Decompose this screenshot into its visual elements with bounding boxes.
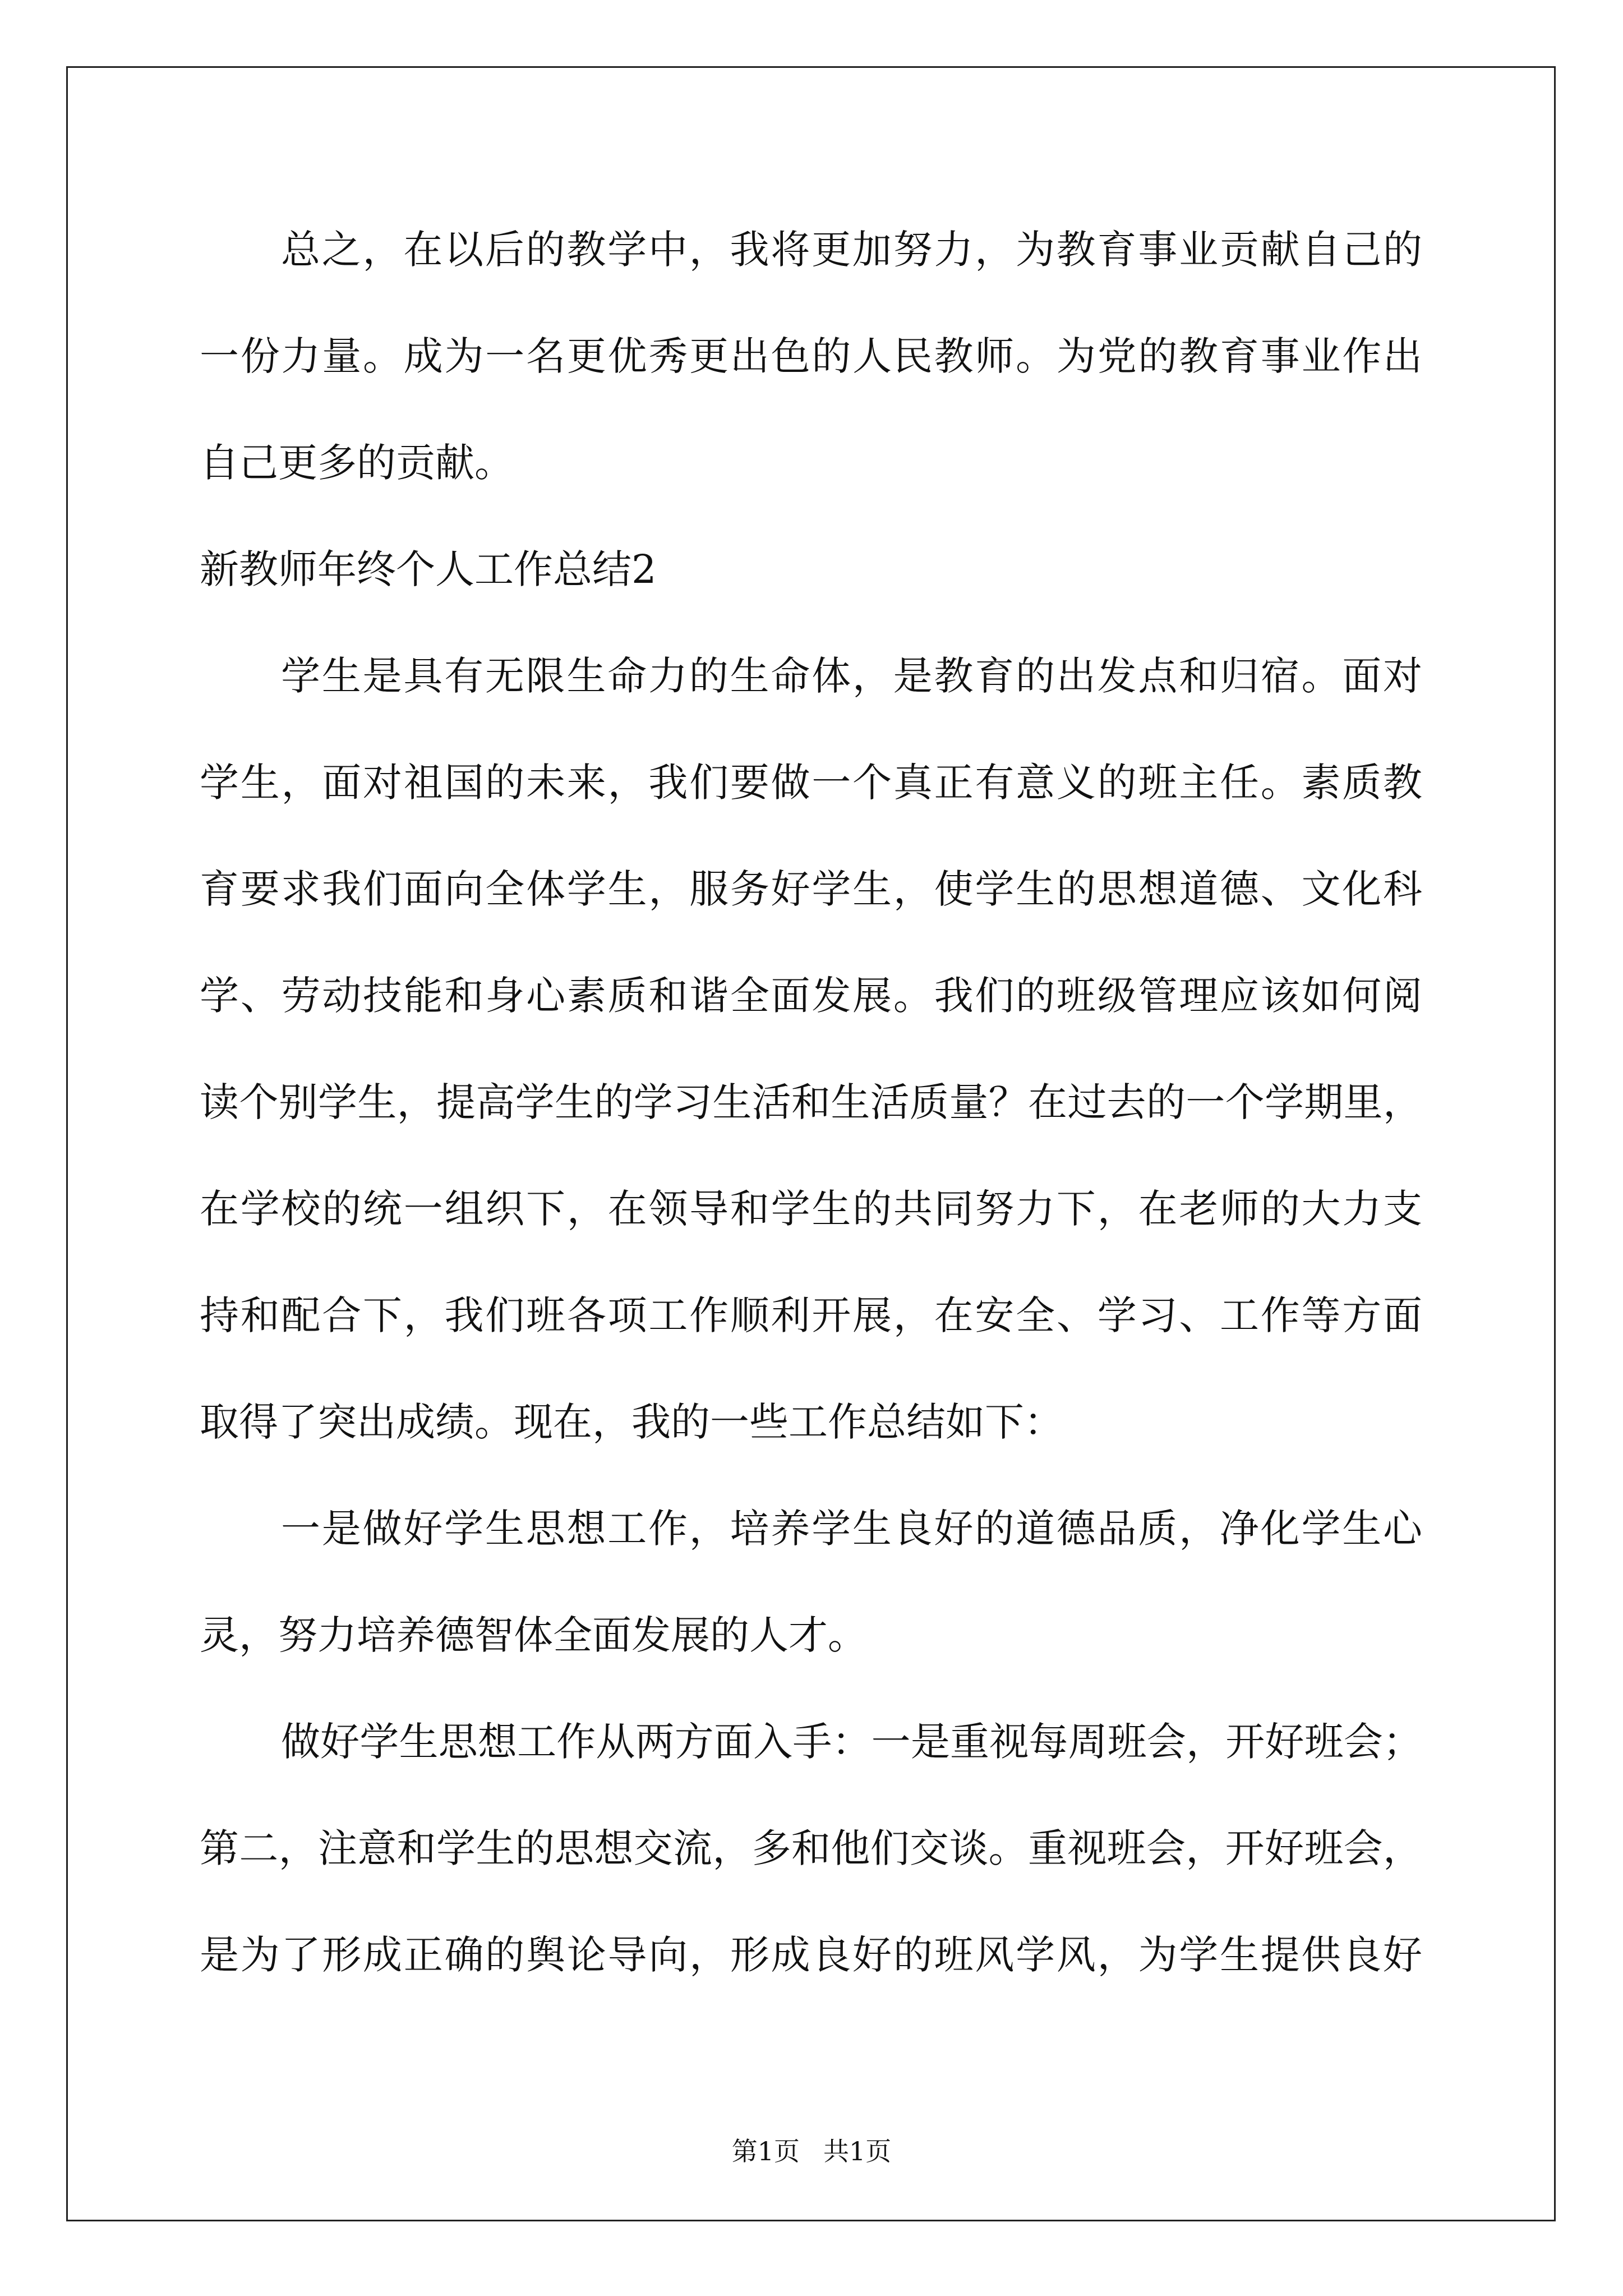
paragraph-intro-line-2: 学生，面对祖国的未来，我们要做一个真正有意义的班主任。素质教: [200, 760, 1422, 806]
paragraph-intro-line-5: 读个别学生，提高学生的学习生活和生活质量？在过去的一个学期里，: [200, 1079, 1422, 1125]
paragraph-conclusion-line-3: 自己更多的贡献。: [200, 440, 514, 486]
page-total: 共1页: [823, 2136, 892, 2166]
page-footer: [0, 2138, 1623, 2164]
paragraph-conclusion-line-1: 总之，在以后的教学中，我将更加努力，为教育事业贡献自己的: [281, 227, 1422, 273]
paragraph-intro-line-8: 取得了突出成绩。现在，我的一些工作总结如下：: [200, 1399, 1063, 1445]
paragraph-conclusion-line-2: 一份力量。成为一名更优秀更出色的人民教师。为党的教育事业作出: [200, 333, 1422, 379]
paragraph-intro-line-7: 持和配合下，我们班各项工作顺利开展，在安全、学习、工作等方面: [200, 1292, 1422, 1338]
paragraph-intro-line-1: 学生是具有无限生命力的生命体，是教育的出发点和归宿。面对: [281, 653, 1422, 699]
paragraph-method-line-2: 第二，注意和学生的思想交流，多和他们交谈。重视班会，开好班会，: [200, 1825, 1422, 1871]
paragraph-method-line-1: 做好学生思想工作从两方面入手：一是重视每周班会，开好班会；: [281, 1719, 1422, 1765]
page-border: [66, 66, 1556, 2221]
paragraph-intro-line-4: 学、劳动技能和身心素质和谐全面发展。我们的班级管理应该如何阅: [200, 973, 1422, 1019]
paragraph-intro-line-3: 育要求我们面向全体学生，服务好学生，使学生的思想道德、文化科: [200, 866, 1422, 912]
paragraph-point-one-line-1: 一是做好学生思想工作，培养学生良好的道德品质，净化学生心: [281, 1506, 1422, 1552]
paragraph-method-line-3: 是为了形成正确的舆论导向，形成良好的班风学风，为学生提供良好: [200, 1932, 1422, 1978]
section-heading: 新教师年终个人工作总结2: [200, 546, 657, 592]
paragraph-intro-line-6: 在学校的统一组织下，在领导和学生的共同努力下，在老师的大力支: [200, 1186, 1422, 1232]
paragraph-point-one-line-2: 灵，努力培养德智体全面发展的人才。: [200, 1612, 867, 1658]
page-number: 第1页: [731, 2136, 800, 2166]
